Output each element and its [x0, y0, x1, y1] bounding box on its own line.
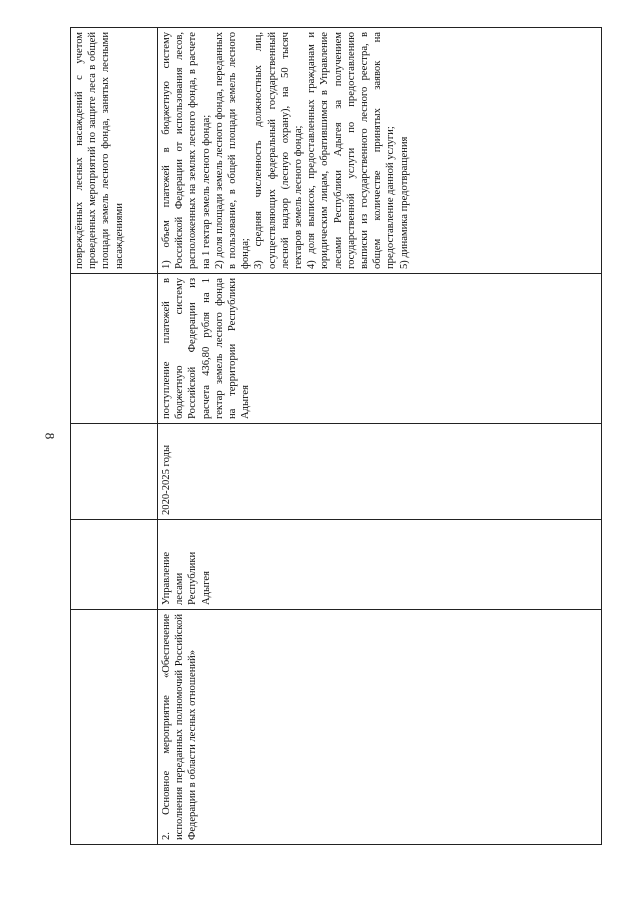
- period-cell: 2020-2025 годы: [158, 424, 602, 520]
- activity-cell: 2. Основное мероприятие «Обеспечение исполнения переданных полномочий Российской Федерации в области лесных отношений»: [158, 610, 602, 845]
- cont-indicators-cell: повреждённых лесных насаждений с учетом проведенных мероприятий по защите леса в общей площади земель лесного фонда, занятых лесными насаждениями: [71, 28, 158, 274]
- indicator-4: 4) доля выписок, предоставленных гражданам и юридическим лицам, обратившимся в Управление лесами Республики Адыгея за получением государственной услуги по предоставлению выписки из государственного лесного реестра, в общем количестве принятых заявок на предоставление данной услуги;: [306, 32, 397, 269]
- cont-activity-cell: [71, 610, 158, 845]
- indicator-2: 2) доля площади земель лесного фонда, переданных в пользование, в общей площади земель лесного фонда;: [213, 32, 252, 269]
- page-number-text: 8: [42, 432, 57, 440]
- indicator-5: 5) динамика предотвращения: [398, 136, 410, 269]
- executor-cell: Управление лесами Республики Адыгея: [158, 520, 602, 610]
- cont-executor-cell: [71, 520, 158, 610]
- indicator-3: 3) средняя численность должностных лиц, осуществляющих федеральный государственный лесной надзор (лесную охрану), на 50 тысяч гектаров земель лесного фонда;: [253, 32, 305, 269]
- cont-period-cell: [71, 424, 158, 520]
- continuation-row: [71, 28, 158, 845]
- indicator-1: 1) объем платежей в бюджетную систему Российской Федерации от использования лесов, расположенных на землях лесного фонда, в расчете на 1 гектар земель лесного фонда;: [161, 32, 212, 269]
- page-number: [42, 426, 56, 446]
- program-table: [70, 27, 602, 845]
- cont-result-cell: [71, 274, 158, 424]
- result-cell: поступление платежей в бюджетную систему Российской Федерации из расчета 436,80 рубля на 1 гектар земель лесного фонда на территории Республики Адыгея: [158, 274, 602, 424]
- rotated-table-wrapper: [70, 28, 602, 845]
- activity-row: [158, 28, 602, 845]
- indicators-cell: [158, 28, 602, 274]
